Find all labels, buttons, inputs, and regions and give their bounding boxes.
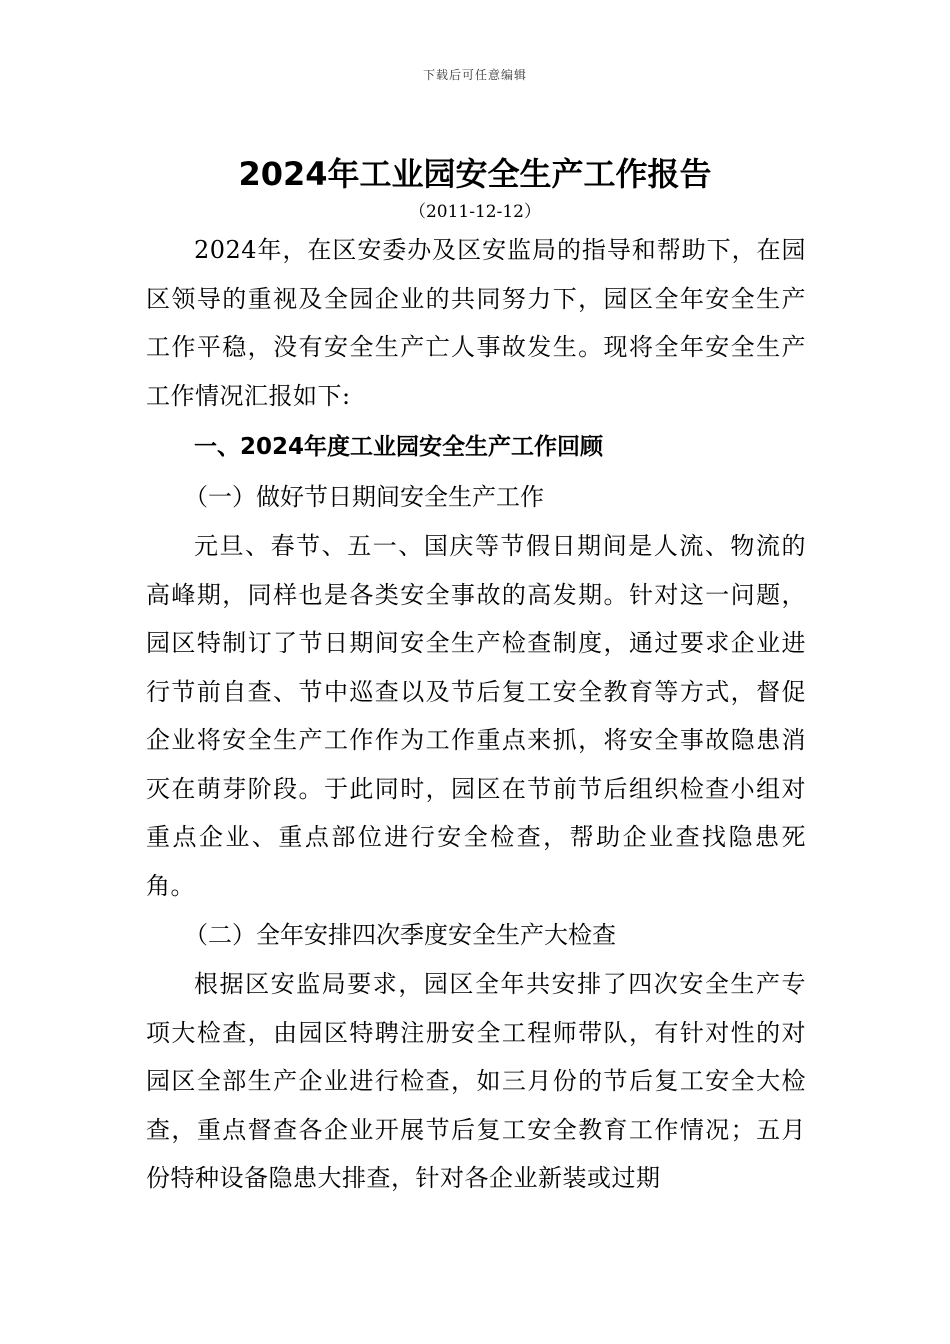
intro-paragraph: 2024年，在区安委办及区安监局的指导和帮助下，在园区领导的重视及全园企业的共同努力下，园区全年安全生产工作平稳，没有安全生产亡人事故发生。现将全年安全生产工作情况汇报如下: bbox=[146, 236, 806, 410]
quarterly-inspection-paragraph: 根据区安监局要求，园区全年共安排了四次安全生产专项大检查，由园区特聘注册安全工程师带队，有针对性的对园区全部生产企业进行检查，如三月份的节后复工安全大检查，重点督查各企业开展节后复工安全教育工作情况；五月份特种设备隐患大排查，针对各企业新装或过期 bbox=[146, 970, 806, 1192]
document-title: 2024年工业园安全生产工作报告 bbox=[238, 155, 712, 193]
holiday-safety-paragraph: 元旦、春节、五一、国庆等节假日期间是人流、物流的高峰期，同样也是各类安全事故的高发期。针对这一问题，园区特制订了节日期间安全生产检查制度，通过要求企业进行节前自查、节中巡查以及节后复工安全教育等方式，督促企业将安全生产工作作为工作重点来抓，将安全事故隐患消灭在萌芽阶段。于此同时，园区在节前节后组织检查小组对重点企业、重点部位进行安全检查，帮助企业查找隐患死角。 bbox=[146, 532, 806, 900]
section-heading-review: 一、2024年度工业园安全生产工作回顾 bbox=[194, 434, 604, 460]
subsection-heading-holiday: （一）做好节日期间安全生产工作 bbox=[184, 483, 544, 511]
document-body bbox=[146, 226, 806, 1203]
subsection-heading-quarterly: （二）全年安排四次季度安全生产大检查 bbox=[184, 921, 616, 949]
document-date: （2011-12-12） bbox=[408, 202, 541, 222]
page-header-note: 下载后可任意编辑 bbox=[422, 68, 527, 82]
